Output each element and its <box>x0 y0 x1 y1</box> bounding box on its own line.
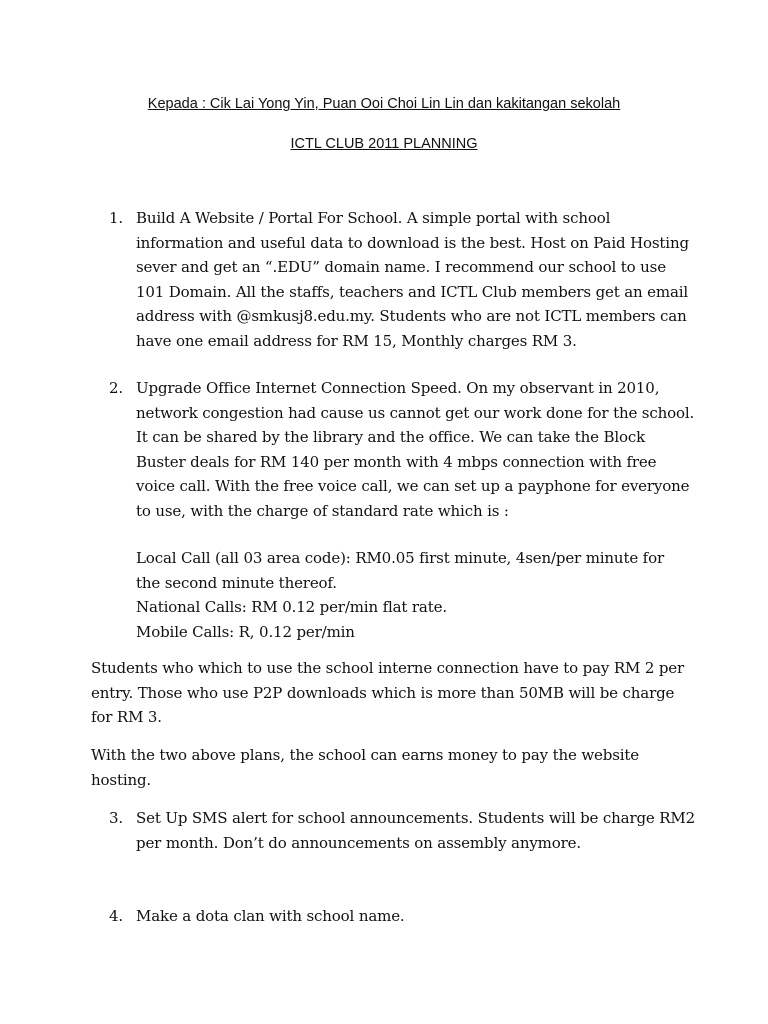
local-call-rate: Local Call (all 03 area code): RM0.05 first minute, 4sen/per minute for <box>136 549 664 567</box>
document-title: ICTL CLUB 2011 PLANNING <box>290 136 478 152</box>
list-number: 3. <box>109 809 124 827</box>
list-item-1 <box>109 206 696 354</box>
list-item-text: Make a dota clan with school name. <box>136 907 405 925</box>
list-number: 1. <box>109 209 124 227</box>
mobile-call-rate: Mobile Calls: R, 0.12 per/min <box>136 622 355 641</box>
list-item-text: Upgrade Office Internet Connection Speed. On my observant in 2010, network congestion had cause us cannot get our work done for the school. It can be shared by the library and the office. We can take the Block Buster deals for RM 140 per month with 4 mbps connection with free voice call. With the free voice call, we can set up a payphone for everyone to use, with the charge of standard rate which is : <box>136 379 695 520</box>
list-item-text: Build A Website / Portal For School. A simple portal with school information and useful data to download is the best. Host on Paid Hosting sever and get an “.EDU” domain name. I recommend our school to use 101 Domain. All the staffs, teachers and ICTL Club members get an email address with @smkusj8.edu.my. Students who are not ICTL members can have one email address for RM 15, Monthly charges RM 3. <box>136 209 689 350</box>
paragraph-text: Students who which to use the school interne connection have to pay RM 2 per entry. Those who use P2P downloads which is more than 50MB will be charge for RM 3. <box>91 659 685 727</box>
list-item-4 <box>109 904 696 929</box>
list-item-3 <box>109 806 696 855</box>
list-item-2 <box>109 376 696 524</box>
paragraph-text: With the two above plans, the school can earns money to pay the website hosting. <box>91 746 639 789</box>
list-number: 4. <box>109 907 124 925</box>
addressee-heading: Kepada : Cik Lai Yong Yin, Puan Ooi Choi Lin Lin dan kakitangan sekolah <box>147 96 621 112</box>
list-item-text: Set Up SMS alert for school announcements. Students will be charge RM2 per month. Don’t do announcements on assembly anymore. <box>136 809 696 852</box>
call-rates <box>136 546 716 644</box>
summary-paragraph <box>91 743 691 792</box>
local-call-rate-cont: the second minute thereof. <box>136 573 337 592</box>
internet-fee-paragraph <box>91 656 691 730</box>
national-call-rate: National Calls: RM 0.12 per/min flat rate. <box>136 598 447 617</box>
list-number: 2. <box>109 379 124 397</box>
